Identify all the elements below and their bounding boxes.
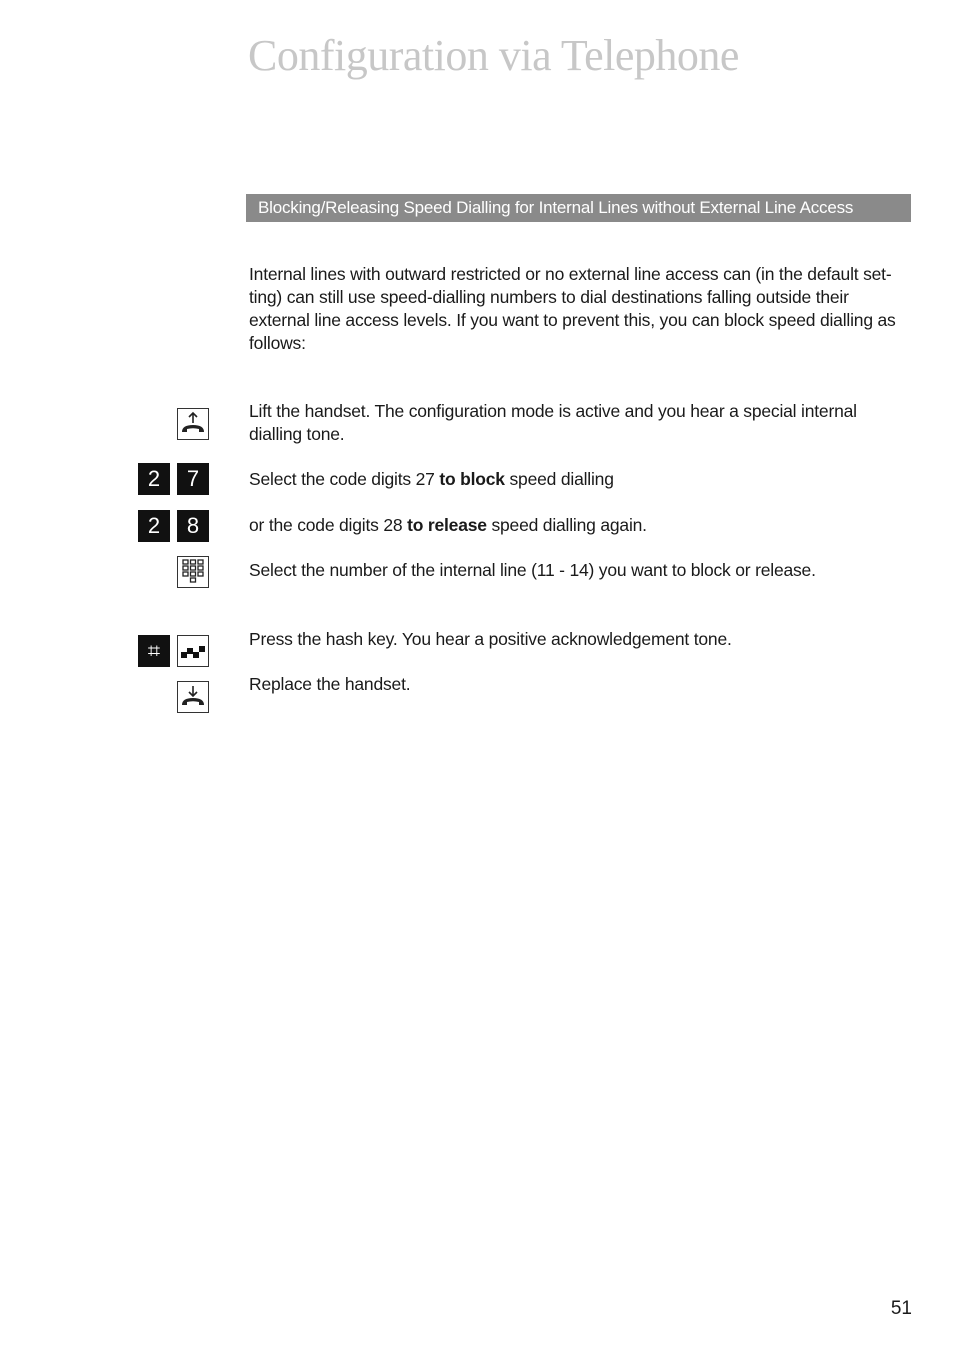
step-block-pre: Select the code digits 27 [249, 469, 440, 489]
digit-key-8: 8 [177, 510, 209, 542]
step-select-line: Select the number of the internal line (11 - 14) you want to block or release. [249, 560, 816, 580]
step-release [249, 514, 911, 537]
keypad-icon [177, 556, 209, 588]
handset-lift-icon [177, 408, 209, 440]
step-block-post: speed dialling [504, 469, 614, 489]
step-block-bold: to block [439, 469, 505, 489]
step-release-pre: or the code digits 28 [249, 515, 408, 535]
handset-replace-icon [177, 681, 209, 713]
digit-key-2: 2 [138, 463, 170, 495]
page-number: 51 [890, 1298, 912, 1319]
step-block [249, 468, 911, 491]
digit-key-7: 7 [177, 463, 209, 495]
step-release-post: speed dialling again. [486, 515, 647, 535]
step-hash-key: Press the hash key. You hear a positive acknowledgement tone. [249, 629, 732, 649]
hash-key: ⌗ [138, 635, 170, 667]
step-lift-handset: Lift the handset. The configuration mode is active and you hear a special internal dialling tone. [249, 401, 857, 444]
digit-key-2: 2 [138, 510, 170, 542]
acknowledgement-tone-icon [177, 635, 209, 667]
intro-paragraph: Internal lines with outward restricted or no external line access can (in the default set-ting) can still use speed-dialling numbers to dial destinations falling outside their external line access levels. If you want to prevent this, you can block speed dialling as follows: [249, 264, 896, 353]
section-heading: Blocking/Releasing Speed Dialling for Internal Lines without External Line Access [246, 194, 911, 222]
page-title: Configuration via Telephone [248, 31, 739, 80]
step-replace-handset: Replace the handset. [249, 674, 411, 694]
step-release-bold: to release [407, 515, 487, 535]
